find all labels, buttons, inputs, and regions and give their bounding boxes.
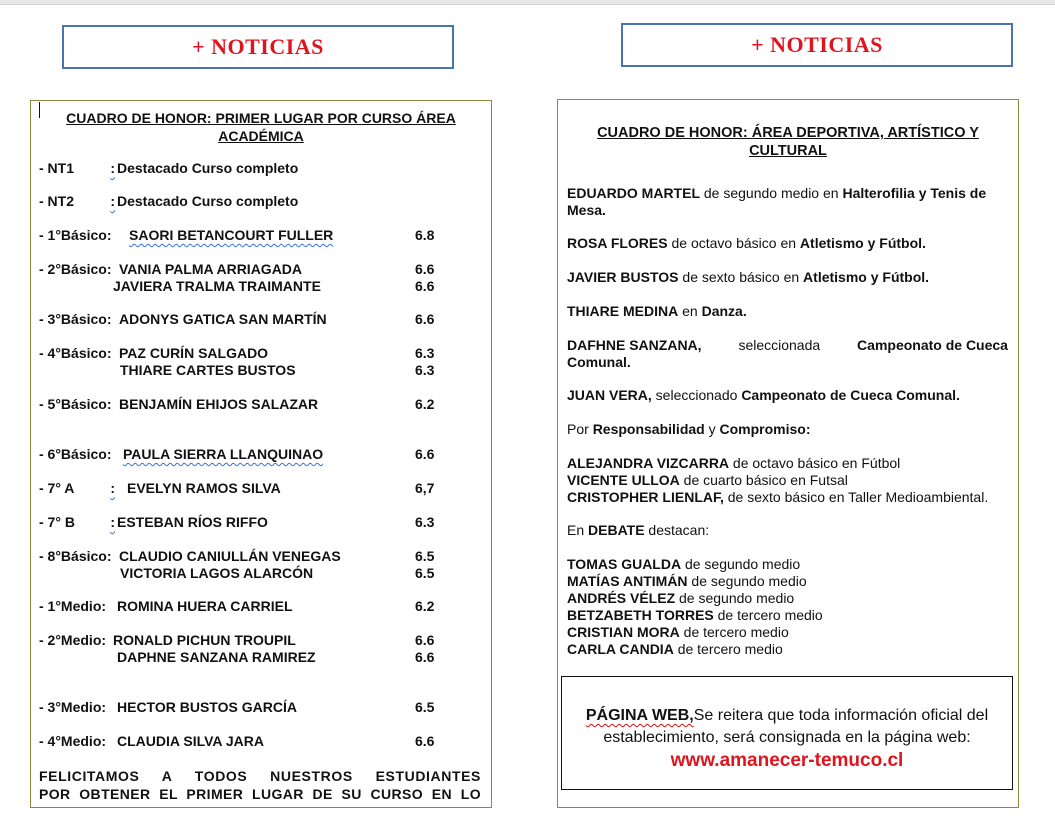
student-detail: de tercero medio (673, 641, 783, 657)
list-item (567, 556, 1008, 573)
academic-title-line1: CUADRO DE HONOR: PRIMER LUGAR POR CURSO ÁREA (66, 110, 456, 126)
entry-text: de octavo básico en (667, 235, 800, 251)
website-notice-box (561, 676, 1013, 790)
responsibility-heading (567, 421, 1008, 438)
debate-heading (567, 522, 1008, 539)
row-grade: 6.5 (415, 548, 435, 564)
sports-title-line2: CULTURAL (749, 143, 827, 159)
website-notice-text (562, 677, 1012, 773)
debate-prefix: En (567, 522, 589, 538)
entry-discipline-2: Mesa. (567, 202, 606, 218)
student-name: CARLA CANDIA (567, 641, 674, 657)
row-sep: : (110, 160, 115, 176)
row-grade: 6.3 (415, 514, 435, 530)
row-name: RONALD PICHUN TROUPIL (113, 632, 296, 648)
row-grade-2: 6.6 (415, 278, 435, 294)
row-name-2: THIARE CARTES BUSTOS (120, 362, 296, 378)
congrats-line2: POR OBTENER EL PRIMER LUGAR DE SU CURSO EN LO (39, 786, 481, 802)
row-name: PAULA SIERRA LLANQUINAO (123, 446, 324, 462)
entry-discipline: Halterofilia y Tenis de (842, 185, 987, 201)
student-name: CRISTIAN MORA (567, 624, 680, 640)
row-name: SAORI BETANCOURT FULLER (129, 227, 334, 243)
student-name: ANDRÉS VÉLEZ (567, 590, 676, 606)
debate-suffix: destacan: (644, 522, 710, 538)
entry-dafhne (567, 337, 1008, 371)
row-name: Destacado Curso completo (117, 193, 299, 209)
entry-discipline: Atletismo y Fútbol. (799, 235, 926, 251)
student-detail: de tercero medio (679, 624, 789, 640)
responsibility-list (567, 455, 1008, 506)
row-grade-2: 6.5 (415, 565, 435, 581)
entry-thiare (567, 303, 1008, 320)
student-detail: de sexto básico en Taller Medioambiental. (723, 489, 989, 505)
row-grade: 6.6 (415, 632, 435, 648)
news-header-right-text: + NOTICIAS (751, 32, 883, 57)
row-grade: 6.6 (415, 261, 435, 277)
row-label: - 3°Medio: (39, 699, 107, 715)
row-sep: : (110, 480, 115, 496)
entry-name: JAVIER BUSTOS (567, 269, 679, 285)
responsibility-and: y (704, 421, 720, 437)
student-name: VICENTE ULLOA (567, 472, 680, 488)
row-grade: 6.3 (415, 345, 435, 361)
entry-text: de sexto básico en (678, 269, 804, 285)
list-item (567, 641, 1008, 658)
row-label: - 6°Básico: (39, 446, 112, 462)
row-name-2: VICTORIA LAGOS ALARCÓN (120, 565, 314, 581)
row-grade: 6,7 (415, 480, 435, 496)
entry-text: seleccionado (651, 387, 742, 403)
row-label: - NT2 (39, 193, 74, 209)
row-grade-2: 6.6 (415, 649, 435, 665)
entry-text: en (678, 303, 702, 319)
row-grade-2: 6.3 (415, 362, 435, 378)
row-label: - 5°Básico: (39, 396, 112, 412)
entry-name: DAFHNE SANZANA, (567, 337, 702, 353)
student-detail: de segundo medio (687, 573, 807, 589)
row-sep: : (110, 514, 115, 530)
website-text-2: establecimiento, será consignada en la página web: (603, 729, 971, 746)
row-name: BENJAMÍN EHIJOS SALAZAR (119, 396, 319, 412)
entry-discipline-2: Comunal. (567, 354, 631, 370)
list-item (567, 472, 1008, 489)
row-grade: 6.6 (415, 733, 435, 749)
row-name: Destacado Curso completo (117, 160, 299, 176)
student-name: MATÍAS ANTIMÁN (567, 573, 688, 589)
student-name: BETZABETH TORRES (567, 607, 714, 623)
row-label: - 4°Básico: (39, 345, 112, 361)
student-detail: de segundo medio (675, 590, 795, 606)
row-name-2: DAPHNE SANZANA RAMIREZ (117, 649, 316, 665)
list-item (567, 573, 1008, 590)
row-grade: 6.5 (415, 699, 435, 715)
responsibility-prefix: Por (567, 421, 593, 437)
website-text-1: Se reitera que toda información oficial del (693, 707, 989, 724)
row-label: - 7° B (39, 514, 75, 530)
entry-javier (567, 269, 1008, 286)
entry-discipline: Danza. (701, 303, 747, 319)
row-name: ADONYS GATICA SAN MARTÍN (119, 311, 327, 327)
entry-eduardo (567, 185, 1008, 219)
entry-name: EDUARDO MARTEL (567, 185, 700, 201)
entry-rosa (567, 235, 1008, 252)
list-item (567, 607, 1008, 624)
list-item (567, 489, 1008, 506)
debate-word: DEBATE (588, 522, 645, 538)
student-detail: de tercero medio (713, 607, 823, 623)
row-name: CLAUDIO CANIULLÁN VENEGAS (119, 548, 341, 564)
news-header-left-text: + NOTICIAS (192, 34, 324, 59)
student-detail: de cuarto básico en Futsal (679, 472, 848, 488)
entry-juan (567, 387, 1008, 404)
row-name: ESTEBAN RÍOS RIFFO (117, 514, 268, 530)
entry-name: ROSA FLORES (567, 235, 668, 251)
row-label: - 7° A (39, 480, 75, 496)
page-top-edge (0, 0, 1055, 5)
student-name: TOMAS GUALDA (567, 556, 682, 572)
row-label: - 8°Básico: (39, 548, 112, 564)
row-label: - NT1 (39, 160, 74, 176)
student-detail: de octavo básico en Fútbol (729, 455, 901, 471)
row-name-2: JAVIERA TRALMA TRAIMANTE (113, 278, 321, 294)
list-item (567, 590, 1008, 607)
row-grade: 6.8 (415, 227, 435, 243)
academic-honor-panel (30, 100, 492, 808)
row-name: PAZ CURÍN SALGADO (119, 345, 269, 361)
row-label: - 1°Básico: (39, 227, 112, 243)
commitment-word: Compromiso: (719, 421, 811, 437)
list-item (567, 455, 1008, 472)
row-label: - 4°Medio: (39, 733, 107, 749)
student-name: ALEJANDRA VIZCARRA (567, 455, 730, 471)
row-name: HECTOR BUSTOS GARCÍA (117, 699, 297, 715)
entry-text: seleccionada (738, 337, 821, 353)
entry-discipline: Campeonato de Cueca Comunal. (741, 387, 960, 403)
website-label: PÁGINA WEB, (585, 707, 694, 724)
news-header-left (62, 25, 454, 69)
row-name: VANIA PALMA ARRIAGADA (119, 261, 303, 277)
debate-list (567, 556, 1008, 658)
row-grade: 6.2 (415, 598, 435, 614)
sports-title-line1: CUADRO DE HONOR: ÁREA DEPORTIVA, ARTÍSTICO Y (597, 125, 979, 141)
website-url-link[interactable]: www.amanecer-temuco.cl (670, 750, 904, 771)
row-sep: : (110, 193, 115, 209)
entry-name: JUAN VERA, (567, 387, 652, 403)
list-item (567, 624, 1008, 641)
row-grade: 6.6 (415, 311, 435, 327)
row-label: - 2°Medio: (39, 632, 107, 648)
academic-title-line2: ACADÉMICA (218, 128, 304, 144)
row-name: EVELYN RAMOS SILVA (127, 480, 281, 496)
row-grade: 6.6 (415, 446, 435, 462)
row-label: - 3°Básico: (39, 311, 112, 327)
responsibility-word: Responsabilidad (592, 421, 705, 437)
row-label: - 2°Básico: (39, 261, 112, 277)
student-detail: de segundo medio (681, 556, 801, 572)
row-name: ROMINA HUERA CARRIEL (117, 598, 293, 614)
entry-discipline: Atletismo y Fútbol. (803, 269, 930, 285)
row-name: CLAUDIA SILVA JARA (117, 733, 264, 749)
congrats-line1: FELICITAMOS A TODOS NUESTROS ESTUDIANTES (39, 768, 481, 784)
student-name: CRISTOPHER LIENLAF, (567, 489, 724, 505)
row-label: - 1°Medio: (39, 598, 107, 614)
entry-text: de segundo medio en (700, 185, 843, 201)
entry-name: THIARE MEDINA (567, 303, 679, 319)
news-header-right (621, 23, 1013, 67)
entry-discipline: Campeonato de Cueca (857, 337, 1008, 353)
row-grade: 6.2 (415, 396, 435, 412)
